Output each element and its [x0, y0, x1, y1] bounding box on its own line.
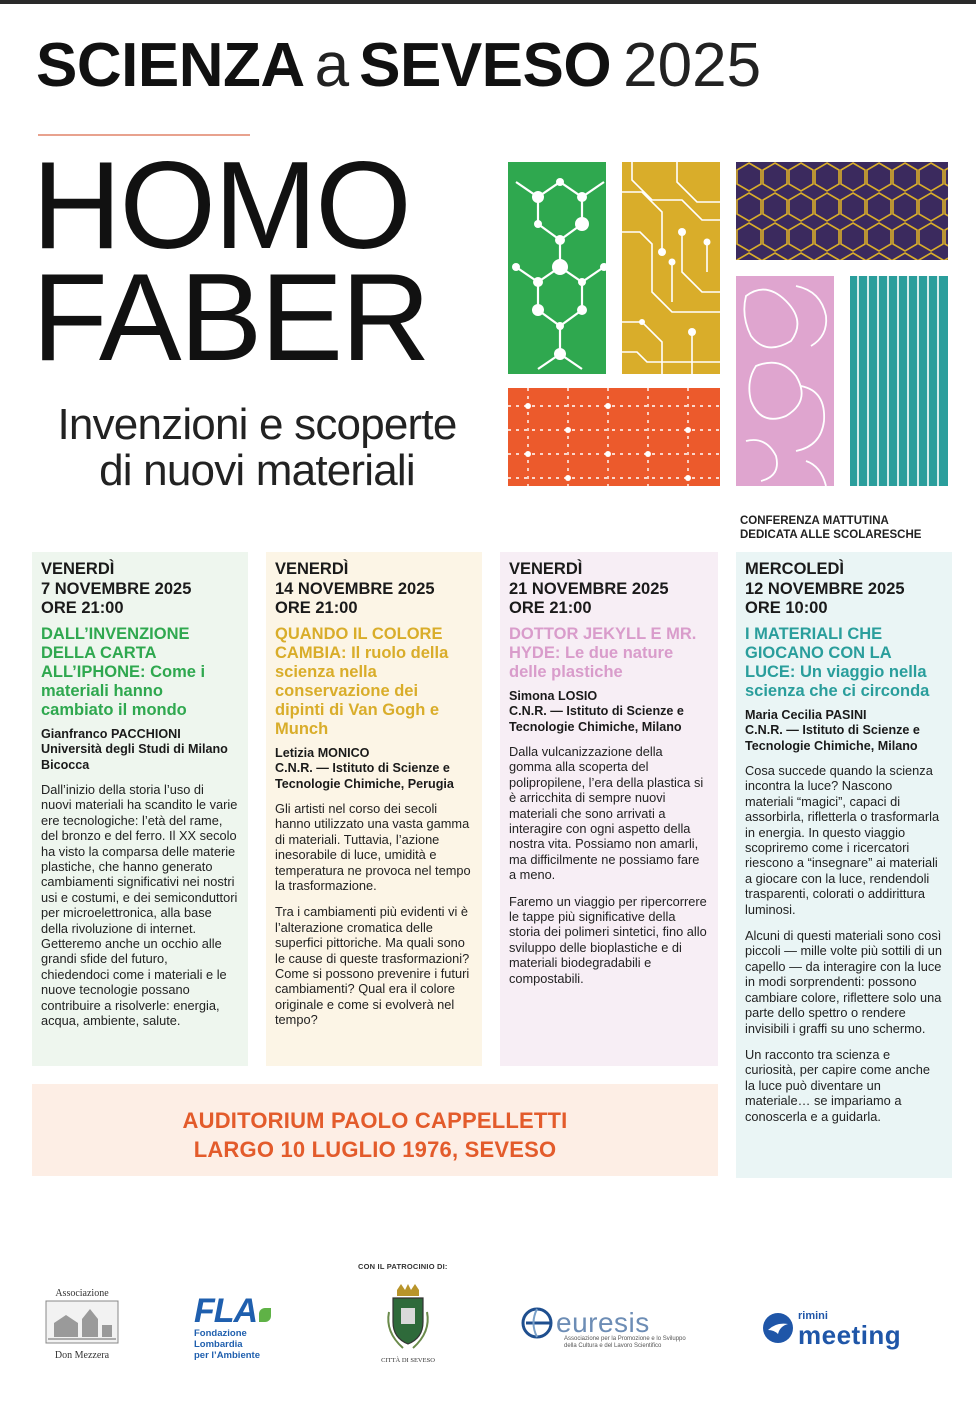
event-2-speaker-block — [275, 746, 472, 793]
molecule-pattern-tile — [508, 162, 606, 374]
event-4-paragraph: Cosa succede quando la scienza incontra la luce? Nascono materiali “magici”, capaci di assorbirla, rifletterla o trasformarla in energia. In questo viaggio scopriremo come i ricercatori riescono a “insegnare” ai materiali a giocare con la luce, rendendoli trasparenti, colorati o addirittura luminosi. — [745, 763, 940, 917]
event-4-time: ORE 10:00 — [745, 599, 828, 617]
fla-line1: Fondazione Lombardia — [194, 1328, 247, 1350]
event-1-speaker: Gianfranco PACCHIONI — [41, 726, 181, 741]
venue-name: AUDITORIUM PAOLO CAPPELLETTI — [182, 1108, 568, 1133]
event-2-day: VENERDÌ — [275, 560, 349, 578]
church-icon — [44, 1299, 120, 1345]
leaf-icon — [259, 1308, 271, 1322]
fla-mark — [194, 1292, 294, 1330]
patronage-label: CON IL PATROCINIO DI: — [358, 1262, 448, 1271]
event-2-title-b: Il ruolo della scienza nella conservazione dei dipinti di Van Gogh e Munch — [275, 643, 449, 738]
event-1-time: ORE 21:00 — [41, 599, 124, 617]
event-4-speaker: Maria Cecilia PASINI — [745, 707, 867, 722]
event-2-title — [275, 625, 472, 739]
crest-caption: CITTÀ DI SEVESO — [381, 1357, 435, 1364]
header-word-seveso: SEVESO — [359, 31, 612, 100]
morning-note-line1: CONFERENZA MATTUTINA — [740, 515, 889, 527]
event-2-date-text: 14 NOVEMBRE 2025 — [275, 579, 435, 598]
event-4-date — [745, 560, 942, 619]
venue-address: LARGO 10 LUGLIO 1976, SEVESO — [193, 1137, 557, 1162]
venue-box — [32, 1084, 718, 1176]
euresis-line1: Associazione per la Promozione e lo Sviluppo — [564, 1336, 686, 1342]
event-3-paragraph: Dalla vulcanizzazione della gomma alla scoperta del polipropilene, l’era della plastica si è arricchita di sempre nuovi materiali che sono arrivati a interagire con ogni aspetto della nostra vita. Possiamo non amarli, ma difficilmente ne possiamo fare a meno. — [509, 744, 704, 883]
event-1-date — [41, 560, 238, 619]
event-3-title-a: DOTTOR JEKYLL E MR. HYDE: — [509, 624, 697, 662]
event-3-affiliation: C.N.R. — Istituto di Scienze e Tecnologie Chimiche, Milano — [509, 704, 684, 734]
leaf-pattern-tile — [736, 276, 834, 486]
main-title — [32, 137, 429, 387]
event-4-speaker-block — [745, 708, 942, 755]
morning-note-line2: DEDICATA ALLE SCOLARESCHE — [740, 529, 922, 541]
event-1-speaker-block — [41, 727, 238, 774]
event-2-affiliation: C.N.R. — Istituto di Scienze e Tecnologie Chimiche, Perugia — [275, 761, 454, 791]
event-4-title-b: Un viaggio nella scienza che ci circonda — [745, 662, 930, 700]
main-title-line1: HOMO — [32, 137, 410, 275]
subtitle-line1: Invenzioni e scoperte — [57, 400, 457, 449]
circuit-pattern-tile — [622, 162, 720, 374]
event-4-title-a: I MATERIALI CHE GIOCANO CON LA LUCE: — [745, 624, 892, 681]
event-3-description — [509, 744, 708, 986]
event-2-description — [275, 801, 472, 1028]
event-2-time: ORE 21:00 — [275, 599, 358, 617]
event-column-4 — [736, 552, 952, 1178]
dove-icon — [762, 1312, 794, 1344]
event-4-day: MERCOLEDÌ — [745, 560, 844, 578]
event-4-date-text: 12 NOVEMBRE 2025 — [745, 579, 905, 598]
logo-don-mezzera-bottom: Don Mezzera — [54, 1350, 110, 1361]
meeting-name: meeting — [798, 1320, 902, 1350]
subtitle — [34, 402, 480, 494]
header-word-a: a — [314, 31, 350, 100]
fla-mark-text: FLA — [194, 1292, 258, 1330]
event-2-title-a: QUANDO IL COLORE CAMBIA: — [275, 624, 443, 662]
morning-conference-note — [740, 514, 921, 542]
hexagon-pattern-tile — [736, 162, 948, 260]
event-header — [36, 30, 761, 110]
header-word-scienza: SCIENZA — [36, 31, 305, 100]
event-1-title-b: Come i materiali hanno cambiato il mondo — [41, 662, 206, 719]
citta-di-seveso-crest — [378, 1282, 438, 1372]
fla-logo — [194, 1292, 294, 1361]
event-2-paragraph: Gli artisti nel corso dei secoli hanno utilizzato una vasta gamma di materiali. Tuttavia, l’azione inesorabile di luce, umidità e temperatura ne provoca nel tempo la trasformazione. — [275, 801, 471, 894]
event-1-title-a: DALL’INVENZIONE DELLA CARTA ALL’IPHONE: — [41, 624, 190, 681]
event-3-time: ORE 21:00 — [509, 599, 592, 617]
associazione-don-mezzera-logo — [44, 1288, 120, 1366]
fla-line2: per l’Ambiente — [194, 1350, 260, 1361]
event-3-title — [509, 625, 708, 682]
event-3-date-text: 21 NOVEMBRE 2025 — [509, 579, 669, 598]
event-3-date — [509, 560, 708, 619]
event-1-title — [41, 625, 238, 720]
euresis-line2: della Cultura e del Lavoro Scientifico — [564, 1343, 662, 1349]
event-4-paragraph: Un racconto tra scienza e curiosità, per capire come anche la luce può diventare un materiale… se impariamo a conoscerla e a guidarla. — [745, 1046, 930, 1124]
rimini-meeting-logo — [762, 1306, 932, 1350]
euresis-name: euresis — [556, 1307, 650, 1338]
event-1-paragraph: Dall’inizio della storia l’uso di nuovi materiali ha scandito le varie ere tecnologiche: l’età del rame, del bronzo e del ferro. Il XX secolo ha visto la comparsa delle materie plastiche, che hanno generato cambiamenti significativi nei nostri usi e costumi, e dei semiconduttori per microelettronica, alla base della rivoluzione di internet. Getteremo anche un occhio alle grandi sfide del futuro, chiedendoci come i materiali e le nuove tecnologie possano contribuire a risolverle: energia, acqua, ambiente, salute. — [41, 782, 238, 1029]
event-2-date — [275, 560, 472, 619]
subtitle-line2: di nuovi materiali — [99, 446, 415, 495]
event-1-affiliation: Università degli Studi di Milano Bicocca — [41, 742, 228, 772]
event-1-date-text: 7 NOVEMBRE 2025 — [41, 579, 192, 598]
event-3-speaker: Simona LOSIO — [509, 688, 598, 703]
logo-don-mezzera-top: Associazione — [55, 1288, 109, 1299]
event-2-paragraph: Tra i cambiamenti più evidenti vi è l’alterazione cromatica delle superfici pittoriche. Ma quali sono le cause di queste trasformazioni? Come si possono prevenire i futuri cambiamenti? Qual era il colore originale e come si evolverà nel tempo? — [275, 904, 470, 1028]
header-divider — [38, 134, 250, 136]
event-3-speaker-block — [509, 689, 708, 736]
event-3-paragraph: Faremo un viaggio per ripercorrere le tappe più significative della storia dei polimeri sintetici, fino allo sviluppo delle bioplastiche e di materiali biodegradabili e compostabili. — [509, 893, 707, 986]
event-3-day: VENERDÌ — [509, 560, 583, 578]
event-4-title — [745, 625, 942, 701]
event-column-3 — [500, 552, 718, 1066]
crest-icon — [383, 1282, 433, 1352]
meeting-small: rimini — [798, 1310, 828, 1322]
event-1-day: VENERDÌ — [41, 560, 115, 578]
header-year: 2025 — [623, 31, 762, 100]
top-bar — [0, 0, 976, 4]
stripes-pattern-tile — [850, 276, 948, 486]
event-4-description — [745, 763, 942, 1124]
euresis-logo — [520, 1306, 700, 1352]
event-4-affiliation: C.N.R. — Istituto di Scienze e Tecnologie Chimiche, Milano — [745, 723, 920, 753]
dots-pattern-tile — [508, 388, 720, 486]
event-column-2 — [266, 552, 482, 1066]
event-3-title-b: Le due nature delle plastiche — [509, 643, 674, 681]
main-title-line2: FABER — [32, 249, 429, 387]
event-2-speaker: Letizia MONICO — [275, 745, 370, 760]
euresis-symbol-icon — [520, 1306, 554, 1340]
event-1-description — [41, 782, 238, 1029]
event-column-1 — [32, 552, 248, 1066]
event-4-paragraph: Alcuni di questi materiali sono così piccoli — mille volte più sottili di un capello — da interagire con la luce in modi sorprendenti: possono cambiare colore, riflettere solo una parte dello spettro o rendere invisibili i graffi su uno schermo. — [745, 928, 943, 1036]
